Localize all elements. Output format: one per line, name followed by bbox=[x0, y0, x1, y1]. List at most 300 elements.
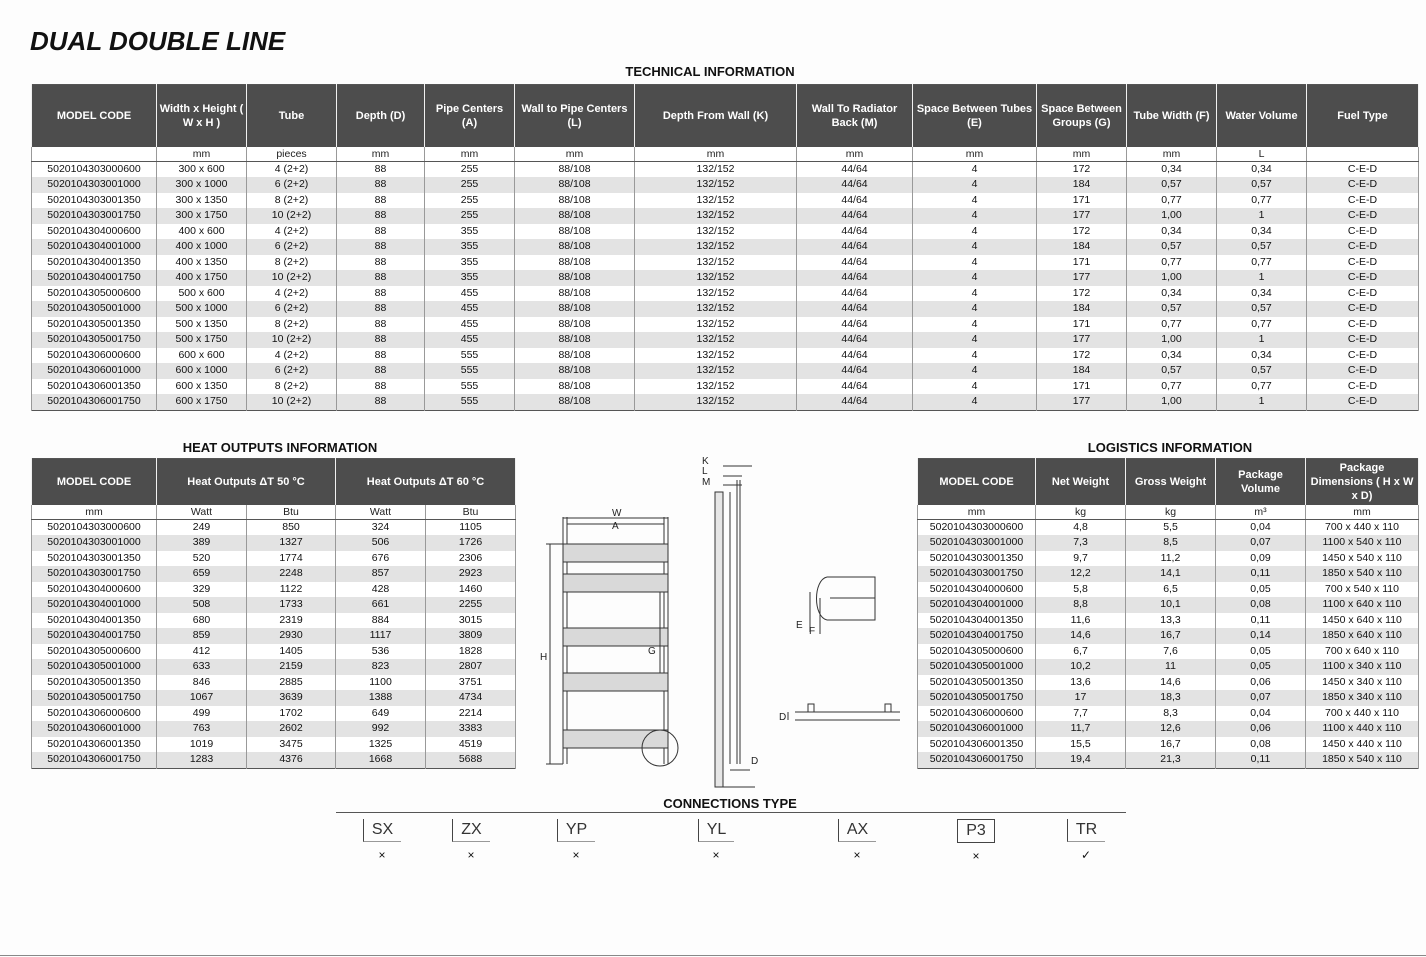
table-cell: 3015 bbox=[426, 613, 516, 629]
table-cell: 1405 bbox=[247, 644, 336, 660]
table-cell: 0,34 bbox=[1217, 286, 1307, 302]
table-row bbox=[32, 255, 1419, 271]
connection-yp-mark: × bbox=[572, 848, 580, 862]
dim-label-g: G bbox=[648, 646, 656, 657]
model-code-cell: 5020104306000600 bbox=[918, 706, 1036, 722]
table-cell: 88 bbox=[337, 301, 425, 317]
table-cell: 1450 x 440 x 110 bbox=[1306, 737, 1419, 753]
table-row bbox=[918, 690, 1419, 706]
table-cell: 88/108 bbox=[515, 177, 635, 193]
table-cell: 1450 x 640 x 110 bbox=[1306, 613, 1419, 629]
table-row bbox=[918, 737, 1419, 753]
table-cell: 1,00 bbox=[1127, 208, 1217, 224]
column-header: Depth (D) bbox=[337, 85, 425, 147]
table-cell: 88/108 bbox=[515, 193, 635, 209]
table-cell: 555 bbox=[425, 394, 515, 410]
table-cell: 19,4 bbox=[1036, 752, 1126, 768]
model-code-cell: 5020104305001000 bbox=[32, 659, 157, 675]
table-cell: 44/64 bbox=[797, 317, 913, 333]
table-cell: 300 x 600 bbox=[157, 161, 247, 177]
model-code-cell: 5020104306001000 bbox=[32, 363, 157, 379]
table-cell: 88 bbox=[337, 379, 425, 395]
table-cell: 0,04 bbox=[1216, 519, 1306, 535]
table-cell: 88 bbox=[337, 255, 425, 271]
model-code-cell: 5020104304001350 bbox=[32, 255, 157, 271]
table-cell: 172 bbox=[1037, 224, 1127, 240]
table-cell: 4,8 bbox=[1036, 519, 1126, 535]
table-row bbox=[32, 566, 516, 582]
units-row bbox=[32, 147, 1419, 162]
table-cell: C-E-D bbox=[1307, 301, 1419, 317]
table-cell: 0,57 bbox=[1217, 177, 1307, 193]
table-cell: 10 (2+2) bbox=[247, 270, 337, 286]
table-cell: C-E-D bbox=[1307, 177, 1419, 193]
table-cell: 88 bbox=[337, 348, 425, 364]
page-title: DUAL DOUBLE LINE bbox=[30, 26, 286, 56]
unit-cell: mm bbox=[337, 147, 425, 162]
table-cell: 633 bbox=[157, 659, 247, 675]
table-cell: 0,34 bbox=[1217, 348, 1307, 364]
table-cell: C-E-D bbox=[1307, 332, 1419, 348]
dim-label-a: A bbox=[612, 521, 619, 532]
table-cell: 249 bbox=[157, 519, 247, 535]
table-cell: 132/152 bbox=[635, 301, 797, 317]
table-cell: 412 bbox=[157, 644, 247, 660]
table-cell: 329 bbox=[157, 582, 247, 598]
table-row bbox=[918, 706, 1419, 722]
heat-title: HEAT OUTPUTS INFORMATION bbox=[182, 440, 378, 455]
table-cell: 44/64 bbox=[797, 348, 913, 364]
table-cell: 0,11 bbox=[1216, 613, 1306, 629]
table-cell: 88 bbox=[337, 286, 425, 302]
table-cell: 13,3 bbox=[1126, 613, 1216, 629]
table-cell: 0,77 bbox=[1217, 255, 1307, 271]
table-cell: 10,1 bbox=[1126, 597, 1216, 613]
table-cell: 600 x 1000 bbox=[157, 363, 247, 379]
dim-label-f: F bbox=[809, 626, 816, 637]
dim-label-h: H bbox=[540, 652, 548, 663]
table-row bbox=[32, 348, 1419, 364]
table-cell: 88 bbox=[337, 193, 425, 209]
unit-cell: kg bbox=[1036, 505, 1126, 520]
table-cell: 88/108 bbox=[515, 394, 635, 410]
table-cell: 1702 bbox=[247, 706, 336, 722]
table-cell: 455 bbox=[425, 286, 515, 302]
table-cell: 132/152 bbox=[635, 332, 797, 348]
table-cell: 355 bbox=[425, 255, 515, 271]
unit-cell: kg bbox=[1126, 505, 1216, 520]
table-cell: 132/152 bbox=[635, 161, 797, 177]
table-cell: 18,3 bbox=[1126, 690, 1216, 706]
table-cell: 2807 bbox=[426, 659, 516, 675]
table-cell: 171 bbox=[1037, 379, 1127, 395]
table-cell: 44/64 bbox=[797, 379, 913, 395]
dim-label-k: K bbox=[702, 456, 709, 467]
unit-cell: mm bbox=[1037, 147, 1127, 162]
dim-label-m: M bbox=[702, 477, 711, 488]
table-cell: C-E-D bbox=[1307, 317, 1419, 333]
unit-cell: mm bbox=[425, 147, 515, 162]
table-cell: 132/152 bbox=[635, 348, 797, 364]
unit-cell: mm bbox=[1127, 147, 1217, 162]
column-header: Water Volume bbox=[1217, 85, 1307, 147]
model-code-cell: 5020104303001750 bbox=[32, 566, 157, 582]
table-cell: C-E-D bbox=[1307, 363, 1419, 379]
model-code-cell: 5020104305001750 bbox=[918, 690, 1036, 706]
table-row bbox=[32, 597, 516, 613]
table-cell: 4 bbox=[913, 348, 1037, 364]
table-cell: 355 bbox=[425, 224, 515, 240]
table-cell: 1,00 bbox=[1127, 270, 1217, 286]
column-header: Tube bbox=[247, 85, 337, 147]
table-cell: 8,5 bbox=[1126, 535, 1216, 551]
table-cell: 132/152 bbox=[635, 177, 797, 193]
table-cell: 600 x 1350 bbox=[157, 379, 247, 395]
table-cell: 13,6 bbox=[1036, 675, 1126, 691]
column-header: Space Between Groups (G) bbox=[1037, 85, 1127, 147]
table-cell: C-E-D bbox=[1307, 348, 1419, 364]
table-cell: 4 bbox=[913, 239, 1037, 255]
model-code-cell: 5020104305001750 bbox=[32, 332, 157, 348]
table-cell: 132/152 bbox=[635, 224, 797, 240]
table-cell: 255 bbox=[425, 177, 515, 193]
table-cell: 300 x 1750 bbox=[157, 208, 247, 224]
model-code-cell: 5020104303001350 bbox=[32, 193, 157, 209]
table-cell: 3475 bbox=[247, 737, 336, 753]
table-cell: 500 x 1750 bbox=[157, 332, 247, 348]
unit-cell: mm bbox=[797, 147, 913, 162]
table-cell: C-E-D bbox=[1307, 208, 1419, 224]
model-code-cell: 5020104304000600 bbox=[32, 582, 157, 598]
heat-group2-header: Heat Outputs ΔT 60 °C bbox=[336, 459, 516, 505]
table-cell: 0,77 bbox=[1217, 193, 1307, 209]
model-code-cell: 5020104306001350 bbox=[918, 737, 1036, 753]
unit-cell: mm bbox=[157, 147, 247, 162]
model-code-cell: 5020104306001750 bbox=[32, 394, 157, 410]
table-row bbox=[32, 690, 516, 706]
logistics-table bbox=[917, 458, 1419, 769]
table-cell: 4 (2+2) bbox=[247, 161, 337, 177]
table-cell: 600 x 1750 bbox=[157, 394, 247, 410]
table-cell: 0,06 bbox=[1216, 675, 1306, 691]
table-cell: 0,08 bbox=[1216, 737, 1306, 753]
table-cell: 0,57 bbox=[1217, 301, 1307, 317]
table-cell: 2602 bbox=[247, 721, 336, 737]
model-code-cell: 5020104305001350 bbox=[32, 317, 157, 333]
table-cell: C-E-D bbox=[1307, 286, 1419, 302]
table-cell: C-E-D bbox=[1307, 239, 1419, 255]
table-cell: 0,77 bbox=[1127, 317, 1217, 333]
table-cell: 1 bbox=[1217, 270, 1307, 286]
table-cell: 12,6 bbox=[1126, 721, 1216, 737]
table-cell: 6,5 bbox=[1126, 582, 1216, 598]
table-cell: 1019 bbox=[157, 737, 247, 753]
heat-model-header: MODEL CODE bbox=[32, 459, 157, 505]
table-cell: 44/64 bbox=[797, 208, 913, 224]
table-cell: 4 bbox=[913, 224, 1037, 240]
table-row bbox=[918, 613, 1419, 629]
table-cell: 88/108 bbox=[515, 301, 635, 317]
table-cell: 0,57 bbox=[1127, 363, 1217, 379]
table-cell: 171 bbox=[1037, 193, 1127, 209]
table-cell: 88/108 bbox=[515, 379, 635, 395]
table-cell: 700 x 440 x 110 bbox=[1306, 519, 1419, 535]
table-cell: 6 (2+2) bbox=[247, 301, 337, 317]
table-cell: 88 bbox=[337, 224, 425, 240]
model-code-cell: 5020104305001350 bbox=[918, 675, 1036, 691]
table-cell: 1450 x 540 x 110 bbox=[1306, 551, 1419, 567]
table-cell: 4 bbox=[913, 270, 1037, 286]
table-cell: 172 bbox=[1037, 286, 1127, 302]
column-header: Pipe Centers (A) bbox=[425, 85, 515, 147]
table-cell: 44/64 bbox=[797, 255, 913, 271]
column-header: Wall to Pipe Centers (L) bbox=[515, 85, 635, 147]
table-cell: 44/64 bbox=[797, 224, 913, 240]
table-cell: 8 (2+2) bbox=[247, 379, 337, 395]
table-cell: 132/152 bbox=[635, 255, 797, 271]
unit-cell bbox=[32, 147, 157, 162]
column-header: Depth From Wall (K) bbox=[635, 85, 797, 147]
table-cell: 16,7 bbox=[1126, 737, 1216, 753]
table-row bbox=[32, 721, 516, 737]
connection-tr: TR ✓ bbox=[1056, 819, 1116, 862]
table-row bbox=[32, 519, 516, 535]
table-cell: 44/64 bbox=[797, 177, 913, 193]
table-cell: 324 bbox=[336, 519, 426, 535]
model-code-cell: 5020104305001000 bbox=[32, 301, 157, 317]
model-code-cell: 5020104303001750 bbox=[918, 566, 1036, 582]
table-cell: 9,7 bbox=[1036, 551, 1126, 567]
table-cell: 88 bbox=[337, 394, 425, 410]
table-cell: 1283 bbox=[157, 752, 247, 768]
model-code-cell: 5020104303000600 bbox=[918, 519, 1036, 535]
model-code-cell: 5020104304001000 bbox=[32, 597, 157, 613]
table-cell: 88/108 bbox=[515, 286, 635, 302]
table-cell: 2306 bbox=[426, 551, 516, 567]
table-row bbox=[918, 597, 1419, 613]
table-row bbox=[32, 628, 516, 644]
column-header: Wall To Radiator Back (M) bbox=[797, 85, 913, 147]
column-header: Net Weight bbox=[1036, 459, 1126, 505]
table-cell: 4734 bbox=[426, 690, 516, 706]
table-cell: 506 bbox=[336, 535, 426, 551]
table-cell: 400 x 1350 bbox=[157, 255, 247, 271]
table-cell: 0,57 bbox=[1127, 239, 1217, 255]
table-cell: 555 bbox=[425, 379, 515, 395]
logistics-title: LOGISTICS INFORMATION bbox=[1087, 440, 1253, 455]
table-cell: 6,7 bbox=[1036, 644, 1126, 660]
column-header: Package Volume bbox=[1216, 459, 1306, 505]
table-cell: 4 bbox=[913, 161, 1037, 177]
table-row bbox=[32, 363, 1419, 379]
connection-p3-mark: × bbox=[972, 849, 980, 863]
connection-yl-mark: × bbox=[712, 848, 720, 862]
model-code-cell: 5020104303000600 bbox=[32, 161, 157, 177]
table-cell: 6 (2+2) bbox=[247, 363, 337, 379]
model-code-cell: 5020104306001000 bbox=[32, 721, 157, 737]
table-cell: 132/152 bbox=[635, 317, 797, 333]
model-code-cell: 5020104304001350 bbox=[32, 613, 157, 629]
table-cell: 16,7 bbox=[1126, 628, 1216, 644]
table-cell: 8 (2+2) bbox=[247, 193, 337, 209]
table-cell: 11,6 bbox=[1036, 613, 1126, 629]
table-cell: 0,34 bbox=[1217, 224, 1307, 240]
column-header: Fuel Type bbox=[1307, 85, 1419, 147]
table-cell: 11,2 bbox=[1126, 551, 1216, 567]
table-cell: 1100 bbox=[336, 675, 426, 691]
table-cell: 4 bbox=[913, 332, 1037, 348]
table-cell: 177 bbox=[1037, 208, 1127, 224]
unit-cell bbox=[1307, 147, 1419, 162]
table-cell: 763 bbox=[157, 721, 247, 737]
connection-tr-mark: ✓ bbox=[1080, 848, 1092, 862]
table-cell: 2923 bbox=[426, 566, 516, 582]
table-cell: 680 bbox=[157, 613, 247, 629]
column-header: Gross Weight bbox=[1126, 459, 1216, 505]
table-cell: 500 x 1350 bbox=[157, 317, 247, 333]
table-cell: 4 bbox=[913, 177, 1037, 193]
table-cell: 1668 bbox=[336, 752, 426, 768]
table-cell: 184 bbox=[1037, 301, 1127, 317]
radiator-technical-drawing bbox=[530, 452, 910, 797]
table-cell: 17 bbox=[1036, 690, 1126, 706]
table-cell: 88/108 bbox=[515, 363, 635, 379]
table-cell: 536 bbox=[336, 644, 426, 660]
table-cell: 4519 bbox=[426, 737, 516, 753]
table-cell: 15,5 bbox=[1036, 737, 1126, 753]
table-row bbox=[32, 208, 1419, 224]
table-cell: 1 bbox=[1217, 332, 1307, 348]
table-cell: 0,04 bbox=[1216, 706, 1306, 722]
model-code-cell: 5020104304000600 bbox=[32, 224, 157, 240]
model-code-cell: 5020104306001750 bbox=[32, 752, 157, 768]
table-cell: 1,00 bbox=[1127, 332, 1217, 348]
table-cell: 0,06 bbox=[1216, 721, 1306, 737]
table-cell: 1067 bbox=[157, 690, 247, 706]
table-cell: 0,34 bbox=[1127, 161, 1217, 177]
table-cell: 1850 x 540 x 110 bbox=[1306, 566, 1419, 582]
table-cell: 44/64 bbox=[797, 161, 913, 177]
column-header: Width x Height ( W x H ) bbox=[157, 85, 247, 147]
table-row bbox=[32, 706, 516, 722]
table-cell: 4 bbox=[913, 394, 1037, 410]
table-cell: 1850 x 340 x 110 bbox=[1306, 690, 1419, 706]
table-cell: 3809 bbox=[426, 628, 516, 644]
table-cell: 132/152 bbox=[635, 363, 797, 379]
table-cell: 171 bbox=[1037, 255, 1127, 271]
table-cell: 44/64 bbox=[797, 394, 913, 410]
table-cell: 676 bbox=[336, 551, 426, 567]
model-code-cell: 5020104304001750 bbox=[32, 270, 157, 286]
dim-label-l: L bbox=[702, 466, 708, 477]
table-cell: 8,8 bbox=[1036, 597, 1126, 613]
connection-ax-mark: × bbox=[853, 848, 861, 862]
table-cell: 88/108 bbox=[515, 239, 635, 255]
model-code-cell: 5020104306001350 bbox=[32, 379, 157, 395]
table-cell: 1828 bbox=[426, 644, 516, 660]
connection-sx-mark: × bbox=[378, 848, 386, 862]
table-cell: 88 bbox=[337, 239, 425, 255]
table-cell: 455 bbox=[425, 332, 515, 348]
table-row bbox=[32, 177, 1419, 193]
table-row bbox=[32, 737, 516, 753]
table-cell: 1450 x 340 x 110 bbox=[1306, 675, 1419, 691]
connection-sx: SX × bbox=[352, 819, 412, 862]
table-cell: 88 bbox=[337, 177, 425, 193]
table-cell: 4 bbox=[913, 317, 1037, 333]
table-row bbox=[32, 286, 1419, 302]
column-header: Space Between Tubes (E) bbox=[913, 85, 1037, 147]
table-cell: C-E-D bbox=[1307, 193, 1419, 209]
table-cell: 400 x 1750 bbox=[157, 270, 247, 286]
connection-zx-mark: × bbox=[467, 848, 475, 862]
table-cell: 4 (2+2) bbox=[247, 348, 337, 364]
table-cell: 6 (2+2) bbox=[247, 239, 337, 255]
model-code-cell: 5020104303001350 bbox=[32, 551, 157, 567]
table-cell: 0,77 bbox=[1127, 193, 1217, 209]
table-cell: 859 bbox=[157, 628, 247, 644]
units-row bbox=[32, 505, 516, 520]
model-code-cell: 5020104306001000 bbox=[918, 721, 1036, 737]
table-cell: 5688 bbox=[426, 752, 516, 768]
table-cell: 1122 bbox=[247, 582, 336, 598]
table-row bbox=[32, 193, 1419, 209]
table-cell: 0,08 bbox=[1216, 597, 1306, 613]
table-cell: C-E-D bbox=[1307, 161, 1419, 177]
table-cell: 44/64 bbox=[797, 286, 913, 302]
table-row bbox=[32, 270, 1419, 286]
table-cell: 177 bbox=[1037, 332, 1127, 348]
table-cell: 132/152 bbox=[635, 394, 797, 410]
table-cell: 1850 x 640 x 110 bbox=[1306, 628, 1419, 644]
table-cell: 1774 bbox=[247, 551, 336, 567]
table-row bbox=[918, 628, 1419, 644]
table-cell: 10,2 bbox=[1036, 659, 1126, 675]
table-row bbox=[32, 675, 516, 691]
table-cell: 88 bbox=[337, 317, 425, 333]
table-cell: 1100 x 340 x 110 bbox=[1306, 659, 1419, 675]
table-cell: 2159 bbox=[247, 659, 336, 675]
table-cell: 132/152 bbox=[635, 239, 797, 255]
table-cell: 4 (2+2) bbox=[247, 286, 337, 302]
table-cell: 88/108 bbox=[515, 224, 635, 240]
connection-ax: AX × bbox=[827, 819, 887, 862]
model-code-cell: 5020104304001750 bbox=[32, 628, 157, 644]
table-row bbox=[32, 332, 1419, 348]
table-cell: 132/152 bbox=[635, 270, 797, 286]
connection-yp: YP × bbox=[546, 819, 606, 862]
model-code-cell: 5020104304001000 bbox=[918, 597, 1036, 613]
table-row bbox=[32, 394, 1419, 410]
table-cell: 400 x 600 bbox=[157, 224, 247, 240]
table-cell: 355 bbox=[425, 270, 515, 286]
table-cell: 0,14 bbox=[1216, 628, 1306, 644]
table-cell: 12,2 bbox=[1036, 566, 1126, 582]
table-row bbox=[918, 519, 1419, 535]
table-cell: 44/64 bbox=[797, 332, 913, 348]
table-cell: 132/152 bbox=[635, 208, 797, 224]
table-cell: 700 x 440 x 110 bbox=[1306, 706, 1419, 722]
table-cell: 1850 x 540 x 110 bbox=[1306, 752, 1419, 768]
table-cell: 600 x 600 bbox=[157, 348, 247, 364]
table-cell: 0,77 bbox=[1127, 255, 1217, 271]
model-code-cell: 5020104303001000 bbox=[32, 177, 157, 193]
model-code-cell: 5020104305000600 bbox=[32, 644, 157, 660]
table-row bbox=[918, 535, 1419, 551]
table-cell: 10 (2+2) bbox=[247, 394, 337, 410]
table-cell: 7,7 bbox=[1036, 706, 1126, 722]
table-cell: 300 x 1350 bbox=[157, 193, 247, 209]
